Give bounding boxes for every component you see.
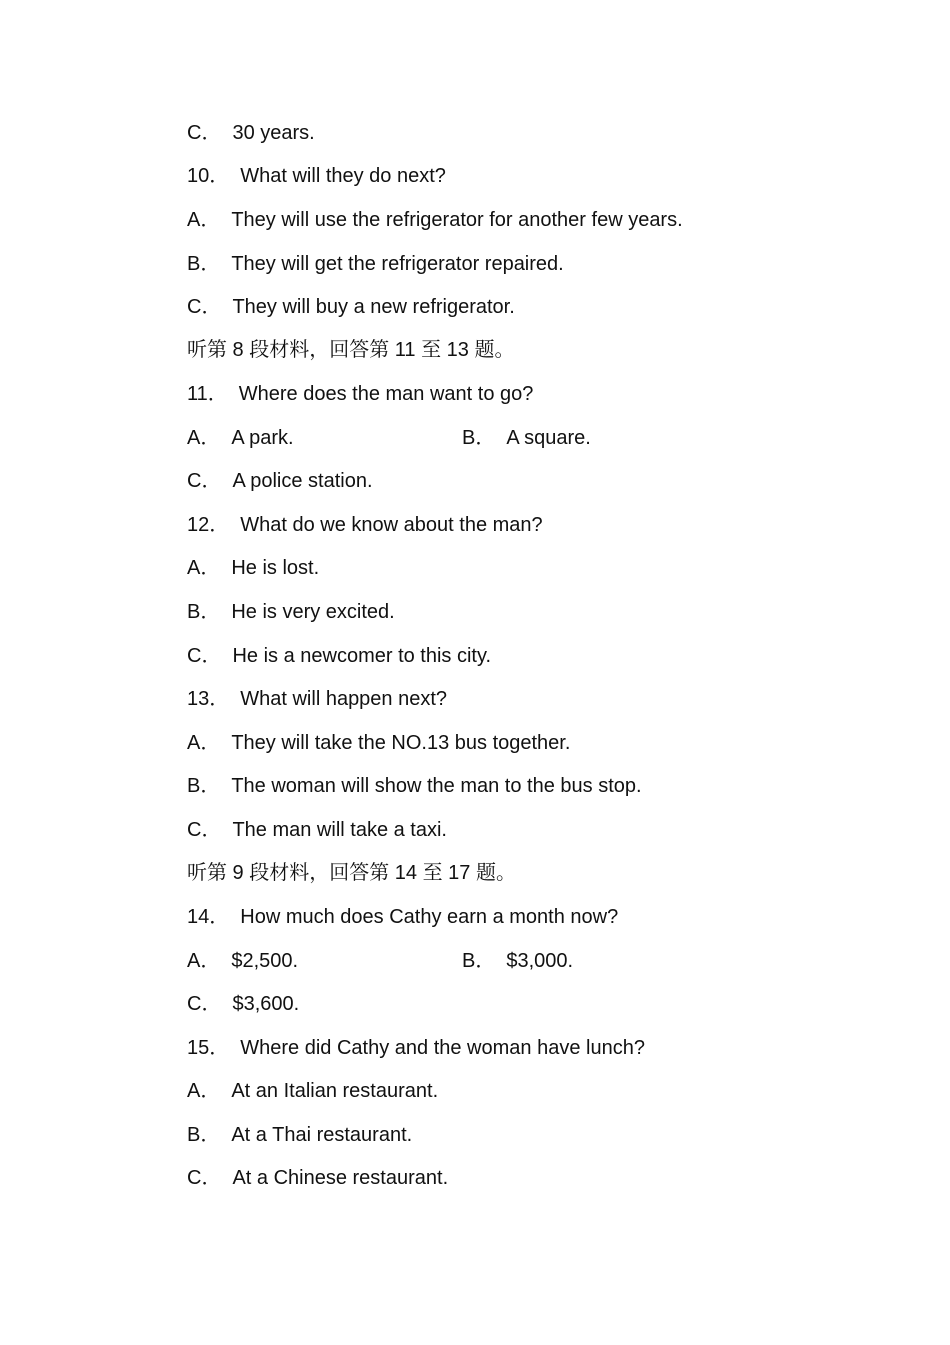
question-number: 14．: [187, 906, 230, 928]
option-10a: [187, 207, 683, 233]
option-14b: [462, 948, 573, 974]
option-text: At an Italian restaurant.: [231, 1080, 439, 1102]
option-14c: [187, 991, 299, 1017]
option-label: A．: [187, 732, 221, 754]
question-10: [187, 163, 446, 189]
option-text: 30 years.: [232, 122, 315, 144]
question-text: What do we know about the man?: [240, 514, 543, 536]
question-text: Where does the man want to go?: [238, 383, 534, 405]
option-15a: [187, 1078, 438, 1104]
option-13a: [187, 730, 570, 756]
option-11a: [187, 425, 294, 451]
option-12b: [187, 599, 395, 625]
option-text: They will buy a new refrigerator.: [232, 296, 515, 318]
question-text: How much does Cathy earn a month now?: [240, 906, 619, 928]
question-11: [187, 381, 533, 407]
option-text: He is lost.: [231, 557, 320, 579]
question-14: [187, 904, 618, 930]
option-text: They will take the NO.13 bus together.: [231, 732, 571, 754]
option-label: B．: [187, 775, 221, 797]
option-label: C．: [187, 470, 222, 492]
option-label: C．: [187, 296, 222, 318]
option-text: $3,000.: [506, 950, 574, 972]
option-15b: [187, 1122, 412, 1148]
question-text: What will happen next?: [240, 688, 448, 710]
question-number: 12．: [187, 514, 230, 536]
question-number: 11．: [187, 383, 228, 405]
option-text: The woman will show the man to the bus stop.: [231, 775, 642, 797]
option-label: A．: [187, 427, 221, 449]
question-number: 10．: [187, 165, 230, 187]
option-text: $3,600.: [232, 993, 300, 1015]
question-number: 15．: [187, 1037, 230, 1059]
option-text: At a Chinese restaurant.: [232, 1167, 449, 1189]
option-label: B．: [187, 253, 221, 275]
option-label: C．: [187, 122, 222, 144]
option-10c: [187, 294, 515, 320]
option-14a: [187, 948, 298, 974]
option-label: B．: [187, 1124, 221, 1146]
option-label: B．: [462, 427, 496, 449]
option-text: $2,500.: [231, 950, 299, 972]
option-text: He is a newcomer to this city.: [232, 645, 492, 667]
option-label: A．: [187, 950, 221, 972]
option-label: B．: [462, 950, 496, 972]
question-number: 13．: [187, 688, 230, 710]
option-label: B．: [187, 601, 221, 623]
option-label: C．: [187, 993, 222, 1015]
option-label: A．: [187, 1080, 221, 1102]
question-text: Where did Cathy and the woman have lunch?: [240, 1037, 645, 1059]
option-text: He is very excited.: [231, 601, 395, 623]
option-13b: [187, 773, 642, 799]
option-label: C．: [187, 645, 222, 667]
option-label: C．: [187, 1167, 222, 1189]
question-text: What will they do next?: [240, 165, 446, 187]
option-11b: [462, 425, 591, 451]
option-9c: [187, 120, 315, 146]
question-15: [187, 1035, 645, 1061]
option-text: They will get the refrigerator repaired.: [231, 253, 564, 275]
question-13: [187, 686, 447, 712]
option-13c: [187, 817, 447, 843]
option-12c: [187, 643, 491, 669]
option-10b: [187, 251, 564, 277]
option-text: A square.: [506, 427, 591, 449]
option-label: C．: [187, 819, 222, 841]
option-text: A police station.: [232, 470, 373, 492]
section-instruction-8: 听第 8 段材料，回答第 11 至 13 题。: [187, 339, 515, 361]
option-12a: [187, 555, 319, 581]
option-text: At a Thai restaurant.: [231, 1124, 413, 1146]
option-text: They will use the refrigerator for another few years.: [231, 209, 683, 231]
question-12: [187, 512, 543, 538]
option-15c: [187, 1165, 448, 1191]
section-instruction-9: 听第 9 段材料，回答第 14 至 17 题。: [187, 862, 516, 884]
option-label: A．: [187, 209, 221, 231]
option-text: The man will take a taxi.: [232, 819, 447, 841]
option-label: A．: [187, 557, 221, 579]
option-text: A park.: [231, 427, 294, 449]
option-11c: [187, 468, 373, 494]
